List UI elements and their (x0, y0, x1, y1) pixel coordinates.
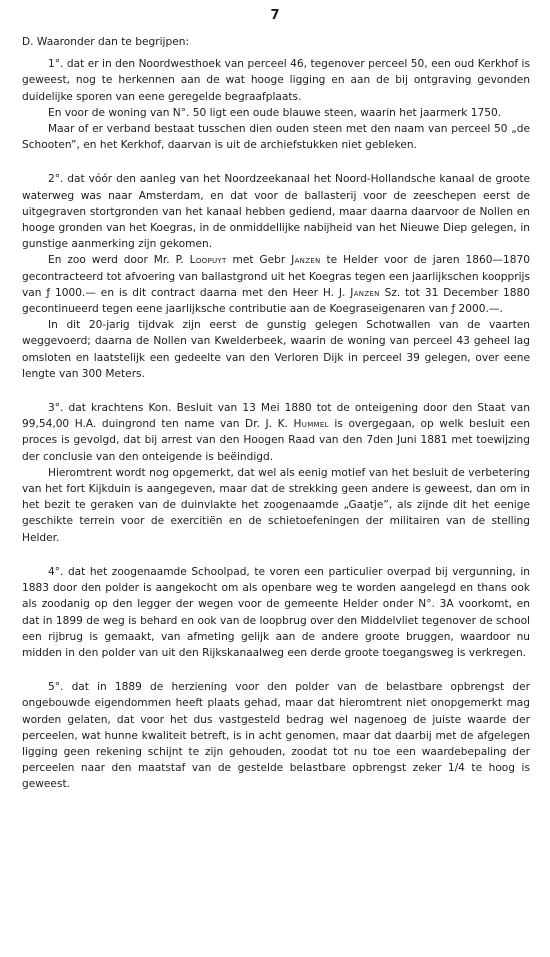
paragraph-2-noordzeekanaal: 2°. dat vóór den aanleg van het Noordzeekanaal het Noord-Hollandsche kanaal de groote waterweg was naar Amsterdam, en dat voor de ballasterij voor de zeeschepen eerst de uitgegraven stortgronden van het kanaal hebben gediend, maar daarna daarvoor de Nollen en hooge gronden van het Koegras, in de onmiddellijke nabijheid van het Nieuwe Diep gelegen, in gunstige aanmerking zijn gekomen. (22, 173, 530, 251)
paragraph-1-kerkhof: 1°. dat er in den Noordwesthoek van perceel 46, tegenover perceel 50, een oud Kerkhof is geweest, nog te herkennen aan de wat hooge ligging en aan de bij ontgraving gevonden duidelijke sporen van eene geregelde begraafplaats. (22, 58, 530, 103)
paragraph-4-schoolpad: 4°. dat het zoogenaamde Schoolpad, te voren een particulier overpad bij vergunning, in 1883 door den polder is aangekocht om als openbare weg te worden aangelegd en thans ook als zoodanig op den legger der wegen voor de gemeente Helder onder N°. 3A voorkomt, en dat in 1899 de weg is behard en ook van de loopbrug over den Middelvliet tegenover de school een rijbrug is gemaakt, van afmeting gelijk aan de andere groote bruggen, waardoor nu midden in den polder van uit den Rijkskanaalweg een derde groote toegangsweg is verkregen. (22, 565, 530, 659)
paragraph-5-herziening: 5°. dat in 1889 de herziening voor den polder van de belastbare opbrengst der ongebouwde eigendommen heeft plaats gehad, maar dat hieromtrent niet onopgemerkt mag worden gelaten, dat voor het dus vastgesteld bedrag wel nagenoeg de juiste waarde der perceelen, wat hunne kwaliteit betreft, is in acht genomen, maar dat daarbij met de afgelegen ligging geen rekening schijnt te zijn gehouden, zoodat tot nu toe een waardebepaling der perceelen naar den maatstaf van de gestelde belastbare opbrengst zeker 1/4 te hoog is geweest. (22, 681, 530, 791)
person-name: Loopuyt (189, 254, 227, 267)
spacer (22, 546, 530, 564)
text-run: 3°. dat krachtens Kon. Besluit van 13 Mei 1880 tot de onteigening door den Staat van 99,54,00 H.A. duingrond ten name van Dr. J. K. (22, 402, 530, 431)
person-name: Janzen (350, 286, 380, 299)
spacer (22, 661, 530, 679)
paragraph-3-onteigening (22, 400, 530, 465)
paragraph-2-contract (22, 252, 530, 317)
spacer (22, 153, 530, 171)
paragraph-2-tijdvak: In dit 20-jarig tijdvak zijn eerst de gunstig gelegen Schotwallen van de vaarten weggevoerd; daarna de Nollen van Kwelderbeek, waarin de woning van perceel 43 geheel lag omsloten en laatstelijk een gedeelte van den Verloren Dijk in perceel 39 gelegen, over eene lengte van 300 Meters. (22, 319, 530, 380)
text-run: En zoo werd door Mr. P. (48, 254, 190, 267)
paragraph-1-blauwe-steen: En voor de woning van N°. 50 ligt een oude blauwe steen, waarin het jaarmerk 1750. (48, 106, 502, 119)
spacer (22, 382, 530, 400)
document-body (22, 34, 530, 793)
person-name: Hummel (293, 418, 329, 431)
text-run: met Gebr (226, 254, 292, 267)
paragraph-3-gaatje: Hieromtrent wordt nog opgemerkt, dat wel als eenig motief van het besluit de verbetering van het fort Kijkduin is aangegeven, maar dat de strekking geen andere is geweest, dan om in het bezit te geraken van de duinvlakte het zoogenaamde „Gaatje”, als zijnde dit het eenige geschikte terrein voor de exercitiën en de schietoefeningen der militairen van de stelling Helder. (22, 466, 530, 544)
person-name: Janzen (291, 254, 321, 267)
paragraph-1-schooten: Maar of er verband bestaat tusschen dien ouden steen met den naam van perceel 50 „de Schooten”, en het Kerkhof, daarvan is uit de archiefstukken niet gebleken. (22, 123, 530, 152)
text-run: te Helder voor de jaren 1860—1870 gecontracteerd tot afvoering van ballastgrond uit het Koegras tegen een jaarlijkschen koopprijs van ƒ 1000.— en is dit contract daarna met den Heer H. J. (22, 254, 530, 299)
page-number: 7 (270, 8, 280, 23)
section-heading: D. Waaronder dan te begrijpen: (22, 36, 190, 48)
text-run: is overgegaan, op welk besluit een proces is gevolgd, dat bij arrest van den Hoogen Raad van den 7den Juni 1881 met toewijzing der conclusie van den onteigende is beëindigd. (22, 418, 530, 463)
text-run: Sz. tot 31 December 1880 gecontinueerd tegen eene jaarlijksche contributie aan de Koegraseigenaren van ƒ 2000.—. (22, 286, 530, 316)
